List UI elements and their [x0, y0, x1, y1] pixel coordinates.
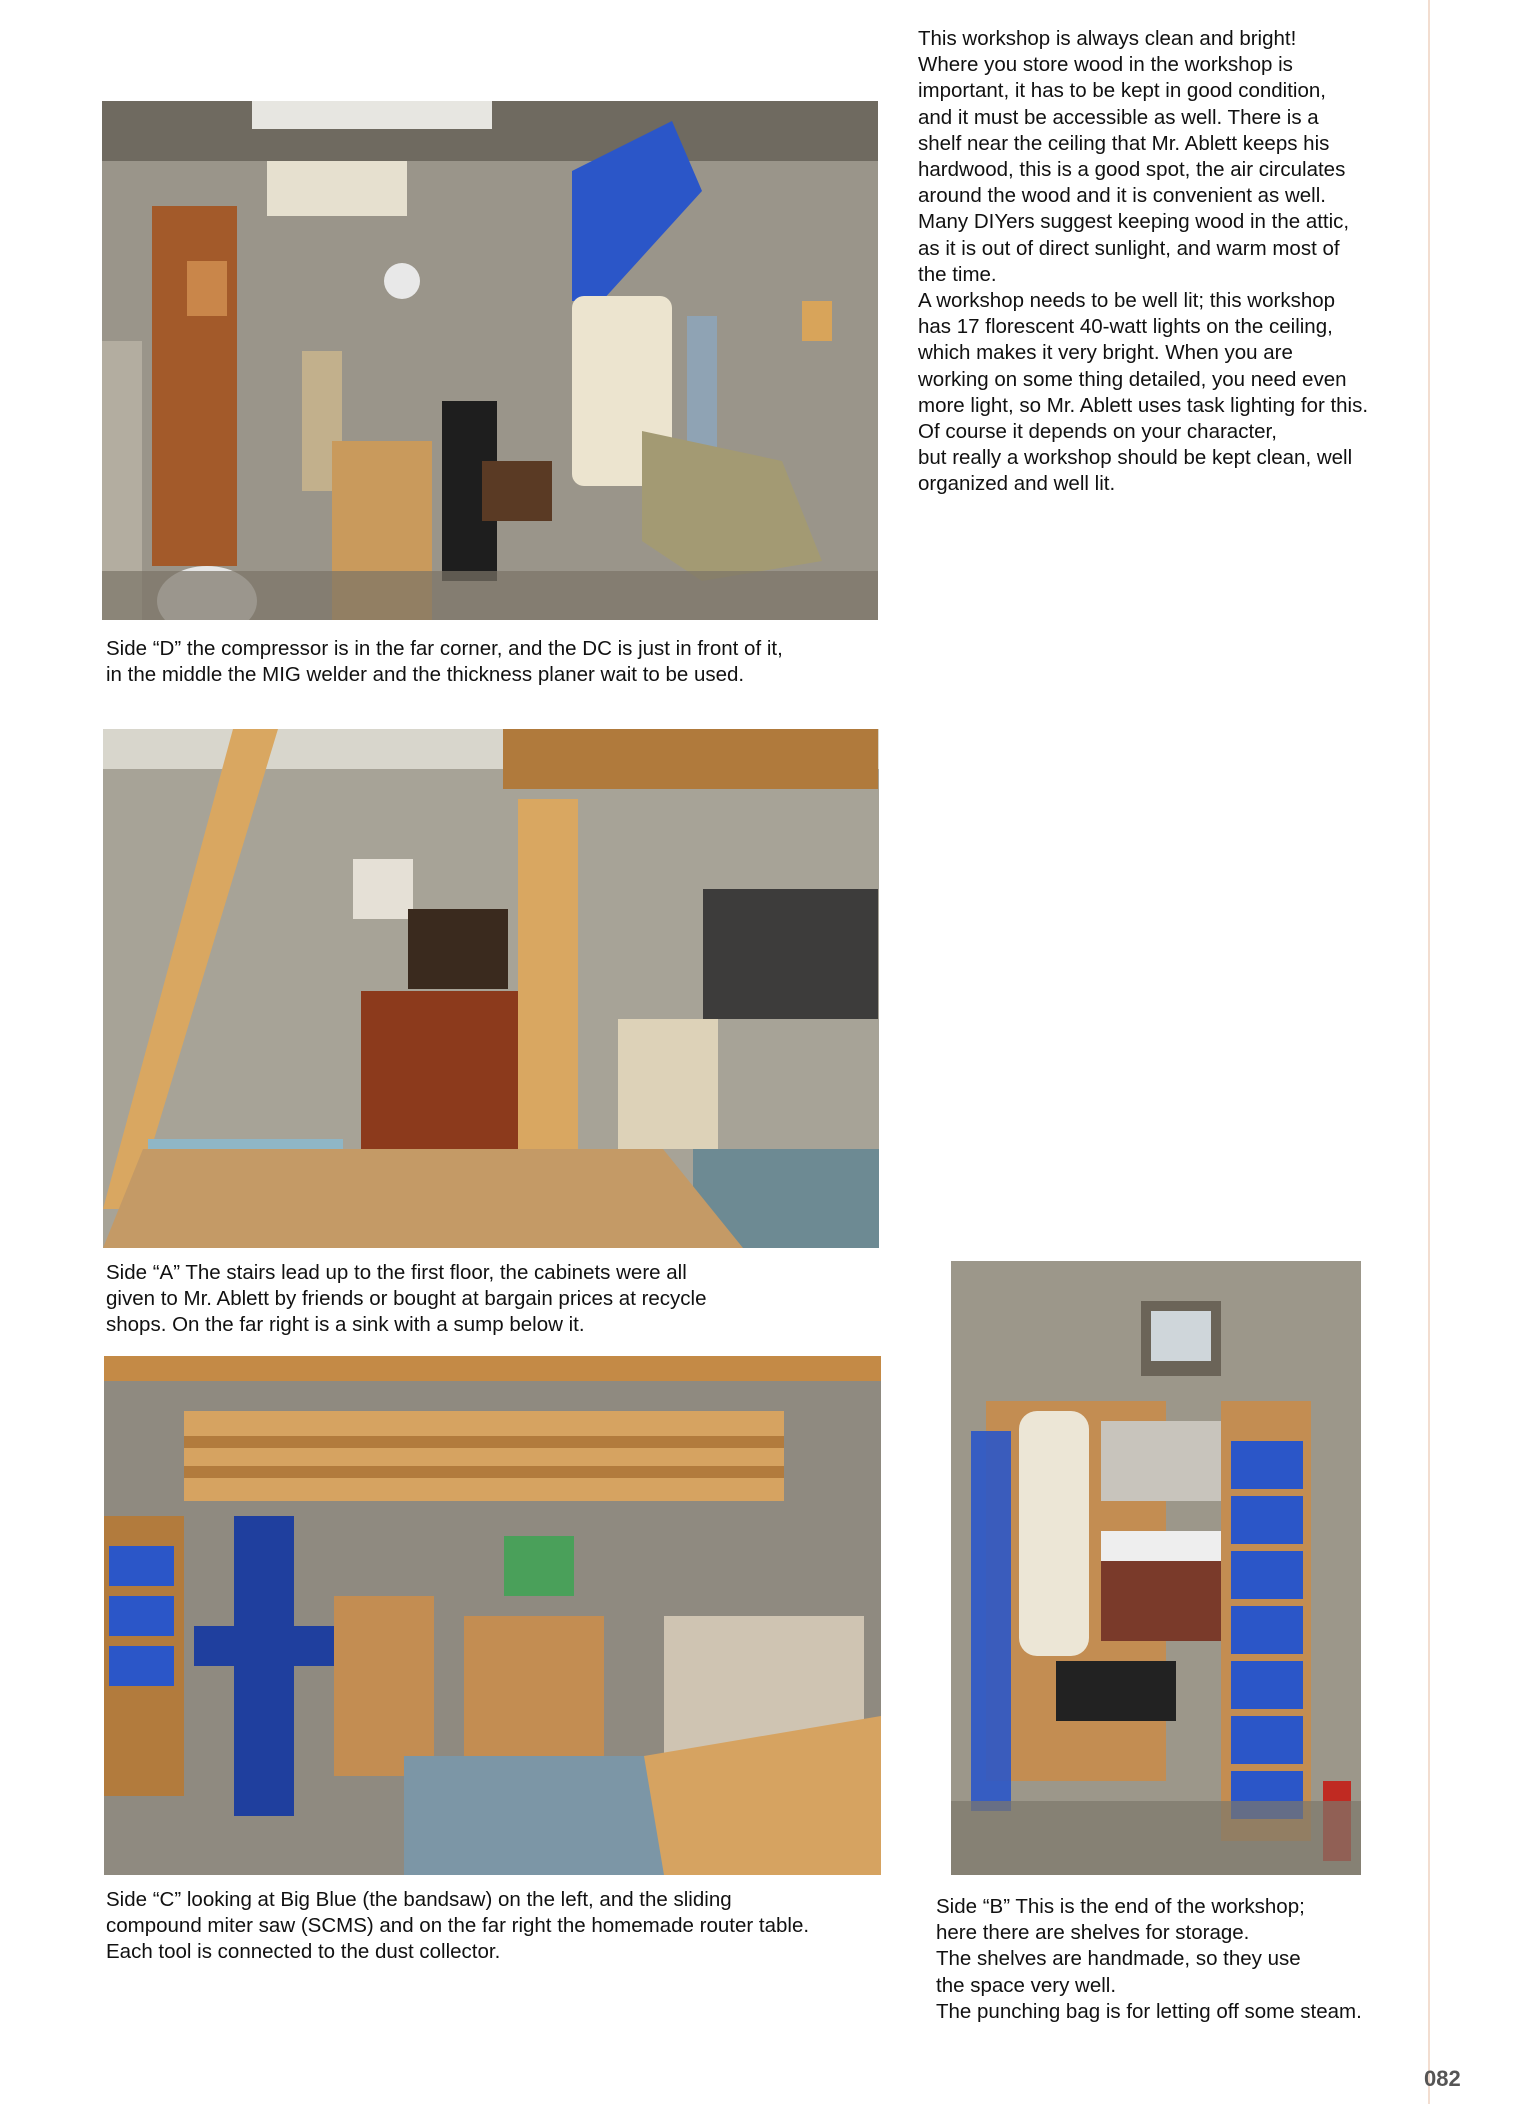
intro-line: around the wood and it is convenient as well.	[918, 184, 1326, 208]
intro-line: the time.	[918, 262, 997, 286]
margin-rule	[1428, 0, 1430, 2104]
caption-side-a	[106, 1260, 707, 1339]
intro-line: and it must be accessible as well. There is a	[918, 105, 1319, 129]
caption-line: Each tool is connected to the dust collector.	[106, 1940, 501, 1964]
intro-line: Where you store wood in the workshop is	[918, 53, 1293, 77]
intro-line: working on some thing detailed, you need even	[918, 367, 1347, 391]
photo-side-c	[104, 1356, 881, 1875]
caption-line: Side “C” looking at Big Blue (the bandsaw) on the left, and the sliding	[106, 1888, 732, 1911]
intro-line: important, it has to be kept in good condition,	[918, 79, 1326, 103]
caption-side-c	[106, 1887, 809, 1966]
photo-side-a	[103, 729, 879, 1248]
intro-line: more light, so Mr. Ablett uses task lighting for this.	[918, 393, 1369, 417]
caption-line: Side “D” the compressor is in the far corner, and the DC is just in front of it,	[106, 637, 783, 660]
intro-line: has 17 florescent 40-watt lights on the ceiling,	[918, 315, 1333, 339]
caption-side-d	[106, 636, 783, 688]
intro-text	[918, 26, 1368, 498]
caption-line: compound miter saw (SCMS) and on the far right the homemade router table.	[106, 1914, 810, 1938]
caption-side-b	[936, 1894, 1362, 2025]
caption-line: in the middle the MIG welder and the thickness planer wait to be used.	[106, 663, 745, 687]
caption-line: here there are shelves for storage.	[936, 1921, 1250, 1945]
caption-line: given to Mr. Ablett by friends or bought at bargain prices at recycle	[106, 1287, 707, 1311]
intro-line: hardwood, this is a good spot, the air circulates	[918, 158, 1346, 182]
intro-line: Of course it depends on your character,	[918, 420, 1277, 444]
intro-line: which makes it very bright. When you are	[918, 341, 1293, 365]
caption-line: Side “B” This is the end of the workshop;	[936, 1895, 1305, 1918]
photo-side-d	[102, 101, 878, 620]
intro-line: Many DIYers suggest keeping wood in the attic,	[918, 210, 1350, 234]
intro-line: A workshop needs to be well lit; this workshop	[918, 289, 1336, 313]
caption-line: The shelves are handmade, so they use	[936, 1947, 1301, 1971]
page-number: 082	[1424, 2066, 1461, 2091]
intro-line: organized and well lit.	[918, 472, 1116, 496]
caption-line: the space very well.	[936, 1973, 1117, 1997]
caption-line: shops. On the far right is a sink with a sump below it.	[106, 1313, 585, 1337]
photo-side-b	[951, 1261, 1361, 1875]
intro-line: shelf near the ceiling that Mr. Ablett keeps his	[918, 131, 1330, 155]
intro-line: as it is out of direct sunlight, and warm most of	[918, 236, 1340, 260]
intro-line: This workshop is always clean and bright!	[918, 27, 1297, 50]
caption-line: Side “A” The stairs lead up to the first floor, the cabinets were all	[106, 1261, 687, 1284]
caption-line: The punching bag is for letting off some steam.	[936, 1999, 1362, 2023]
intro-line: but really a workshop should be kept clean, well	[918, 446, 1353, 470]
